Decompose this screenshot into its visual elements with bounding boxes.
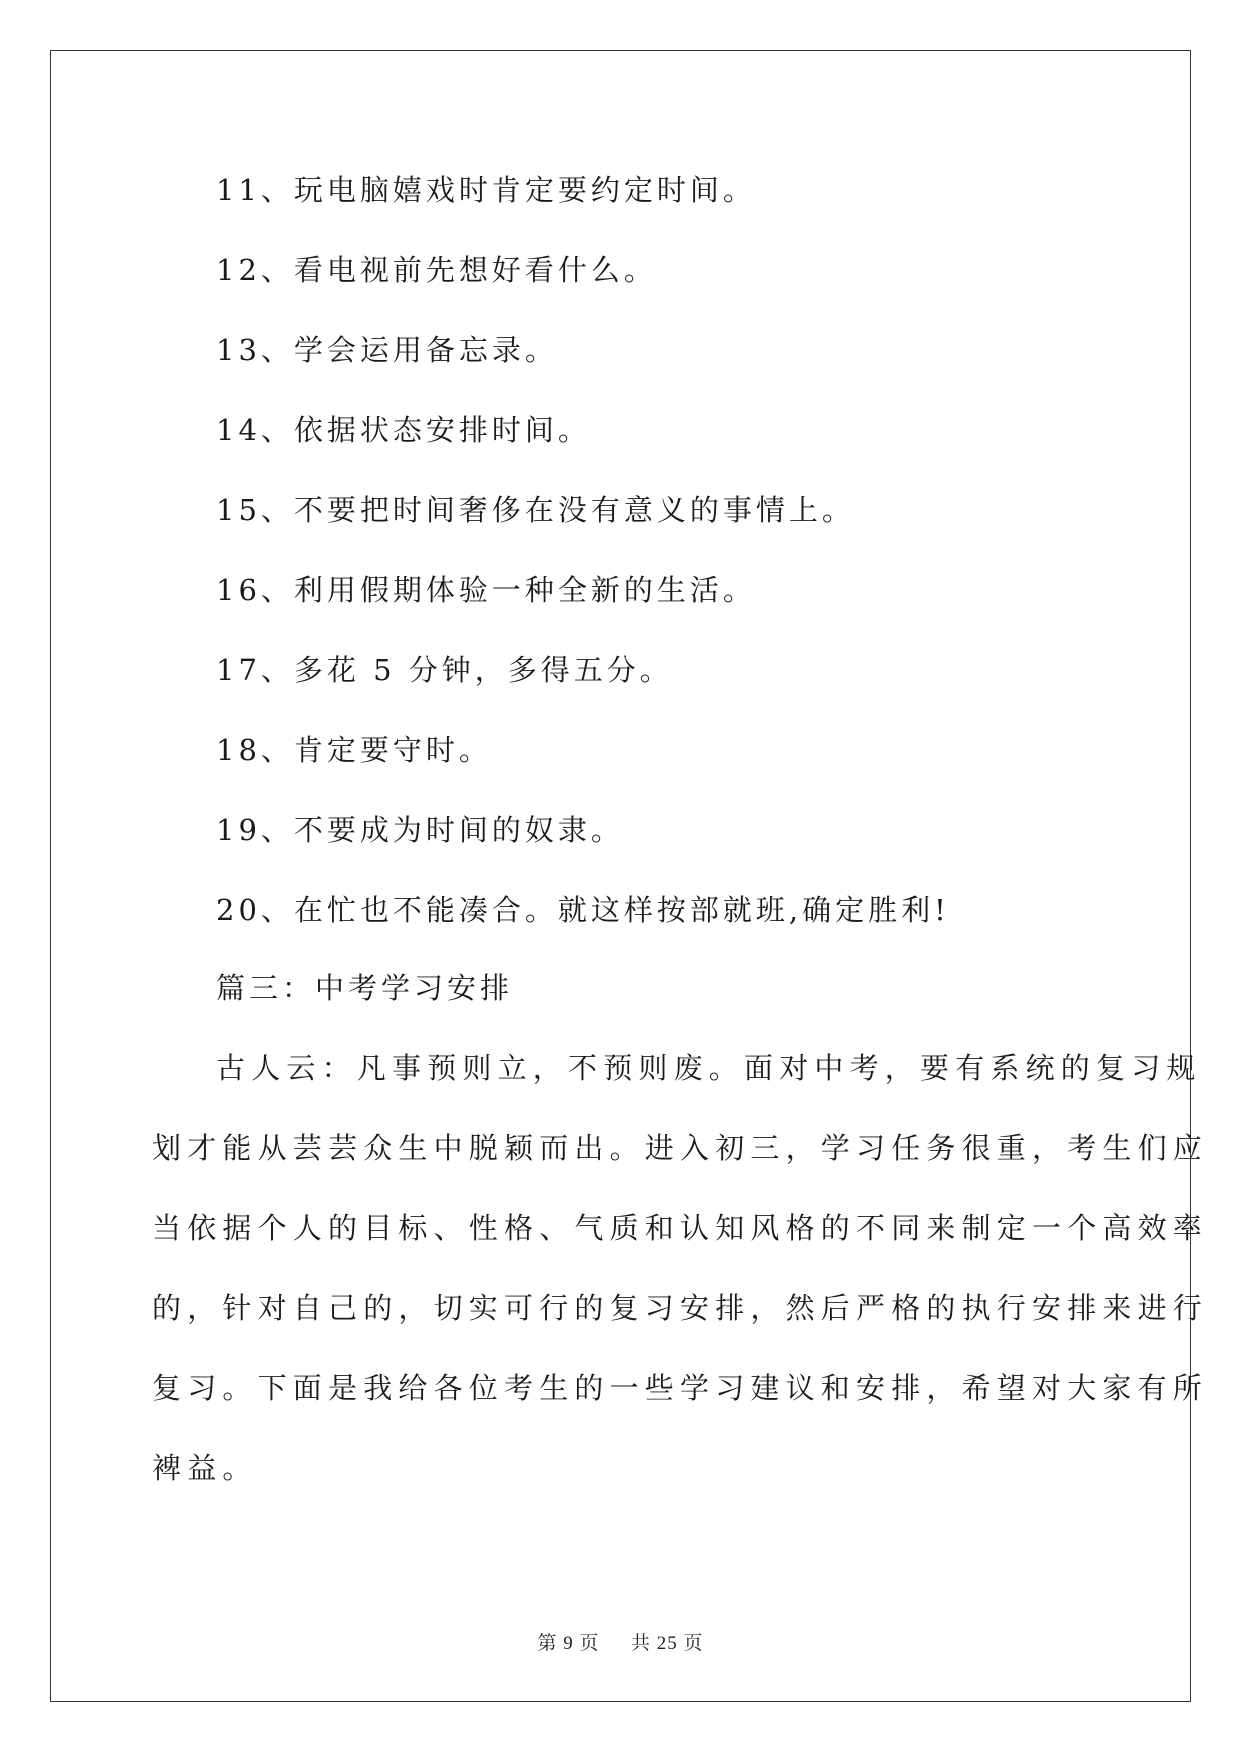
list-item: 19、不要成为时间的奴隶。	[216, 813, 624, 847]
paragraph-line: 复习。下面是我给各位考生的一些学习建议和安排，希望对大家有所	[152, 1371, 1209, 1405]
list-item: 13、学会运用备忘录。	[216, 333, 558, 367]
paragraph-line: 当依据个人的目标、性格、气质和认知风格的不同来制定一个高效率	[152, 1211, 1209, 1245]
list-item: 11、玩电脑嬉戏时肯定要约定时间。	[216, 173, 756, 207]
paragraph-line: 古人云：凡事预则立，不预则废。面对中考，要有系统的复习规	[216, 1051, 1202, 1085]
list-item: 18、肯定要守时。	[216, 733, 492, 767]
list-item: 15、不要把时间奢侈在没有意义的事情上。	[216, 493, 855, 527]
section-title: 篇三：中考学习安排	[216, 971, 514, 1005]
list-item: 14、依据状态安排时间。	[216, 413, 591, 447]
paragraph-line: 的，针对自己的，切实可行的复习安排，然后严格的执行安排来进行	[152, 1291, 1209, 1325]
list-item: 17、多花 5 分钟，多得五分。	[216, 653, 673, 687]
list-item: 20、在忙也不能凑合。就这样按部就班,确定胜利!	[216, 893, 950, 927]
paragraph-line: 划才能从芸芸众生中脱颖而出。进入初三，学习任务很重，考生们应	[152, 1131, 1209, 1165]
page-footer	[0, 1628, 1241, 1655]
page-number: 第 9 页	[537, 1633, 600, 1654]
list-item: 12、看电视前先想好看什么。	[216, 253, 657, 287]
paragraph-line: 裨益。	[152, 1451, 258, 1485]
list-item: 16、利用假期体验一种全新的生活。	[216, 573, 756, 607]
page-total: 共 25 页	[631, 1633, 704, 1654]
